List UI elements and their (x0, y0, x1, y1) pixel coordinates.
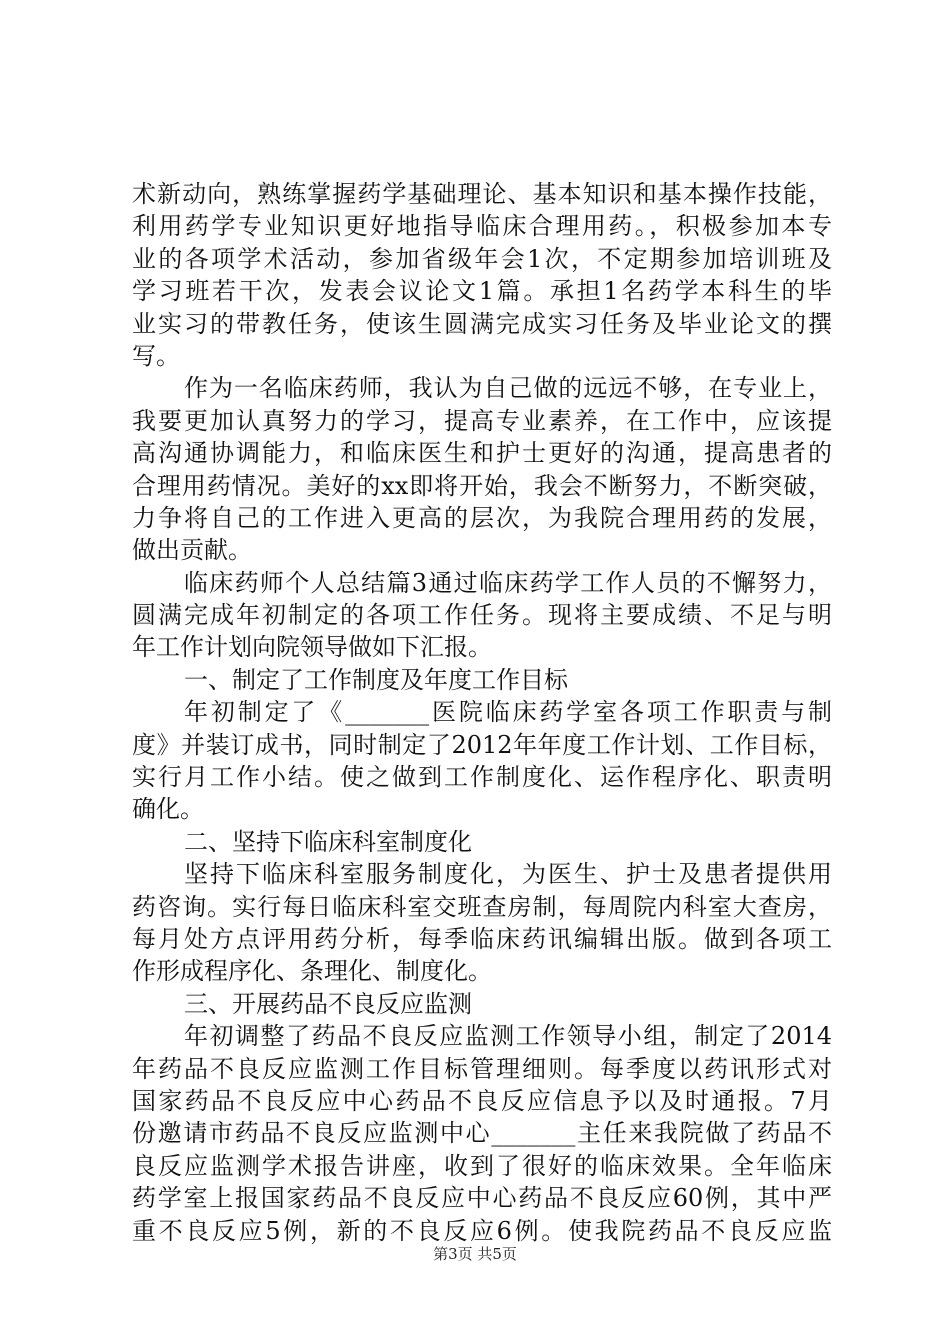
text-line: 实行月工作小结。使之做到工作制度化、运作程序化、职责明 (132, 763, 832, 792)
text-line: 术新动向，熟练掌握药学基础理论、基本知识和基本操作技能， (132, 180, 832, 208)
text-line: 学习班若干次，发表会议论文1篇。承担1名药学本科生的毕 (132, 277, 832, 306)
text-line: 写。 (132, 341, 180, 370)
text-line: 利用药学专业知识更好地指导临床合理用药。，积极参加本专 (132, 212, 832, 241)
text-line: 确化。 (132, 795, 204, 824)
text-line: 坚持下临床科室服务制度化，为医生、护士及患者提供用 (184, 860, 832, 889)
text-line: 力争将自己的工作进入更高的层次，为我院合理用药的发展， (132, 503, 832, 532)
text-line: 年药品不良反应监测工作目标管理细则。每季度以药讯形式对 (132, 1054, 832, 1083)
text-line: 业的各项学术活动，参加省级年会1次，不定期参加培训班及 (132, 244, 832, 273)
text-line: 重不良反应5例，新的不良反应6例。使我院药品不良反应监 (132, 1216, 832, 1245)
text-line: 作形成程序化、条理化、制度化。 (132, 957, 492, 986)
text-line: 三、开展药品不良反应监测 (184, 989, 472, 1018)
text-line: 良反应监测学术报告讲座，收到了很好的临床效果。全年临床 (132, 1151, 832, 1180)
text-line: 合理用药情况。美好的xx即将开始，我会不断努力，不断突破， (132, 471, 832, 500)
text-line: 药咨询。实行每日临床科室交班查房制，每周院内科室大查房， (132, 892, 832, 921)
text-line: 国家药品不良反应中心药品不良反应信息予以及时通报。7月 (132, 1086, 832, 1115)
page-footer: 第3页 共5页 (433, 1245, 517, 1263)
text-line: 临床药师个人总结篇3通过临床药学工作人员的不懈努力， (184, 568, 832, 597)
text-line: 药学室上报国家药品不良反应中心药品不良反应60例，其中严 (132, 1184, 832, 1213)
text-line: 年工作计划向院领导做如下汇报。 (132, 633, 492, 662)
text-line: 度》并装订成书，同时制定了2012年年度工作计划、工作目标， (132, 730, 832, 759)
text-line: 二、坚持下临床科室制度化 (184, 827, 472, 856)
text-line: 每月处方点评用药分析，每季临床药讯编辑出版。做到各项工 (132, 924, 832, 953)
text-line: 年初制定了《_______医院临床药学室各项工作职责与制 (184, 698, 832, 727)
document-body (132, 178, 832, 1247)
text-line: 年初调整了药品不良反应监测工作领导小组，制定了2014 (184, 1022, 832, 1051)
text-line: 圆满完成年初制定的各项工作任务。现将主要成绩、不足与明 (132, 601, 832, 630)
text-line: 份邀请市药品不良反应监测中心_______主任来我院做了药品不 (132, 1119, 832, 1148)
text-line: 作为一名临床药师，我认为自己做的远远不够，在专业上， (184, 374, 832, 403)
text-line: 业实习的带教任务，使该生圆满完成实习任务及毕业论文的撰 (132, 309, 832, 338)
text-line: 做出贡献。 (132, 536, 252, 565)
text-line: 我要更加认真努力的学习，提高专业素养，在工作中，应该提 (132, 406, 832, 435)
text-line: 高沟通协调能力，和临床医生和护士更好的沟通，提高患者的 (132, 439, 832, 468)
text-line: 一、制定了工作制度及年度工作目标 (184, 665, 568, 694)
